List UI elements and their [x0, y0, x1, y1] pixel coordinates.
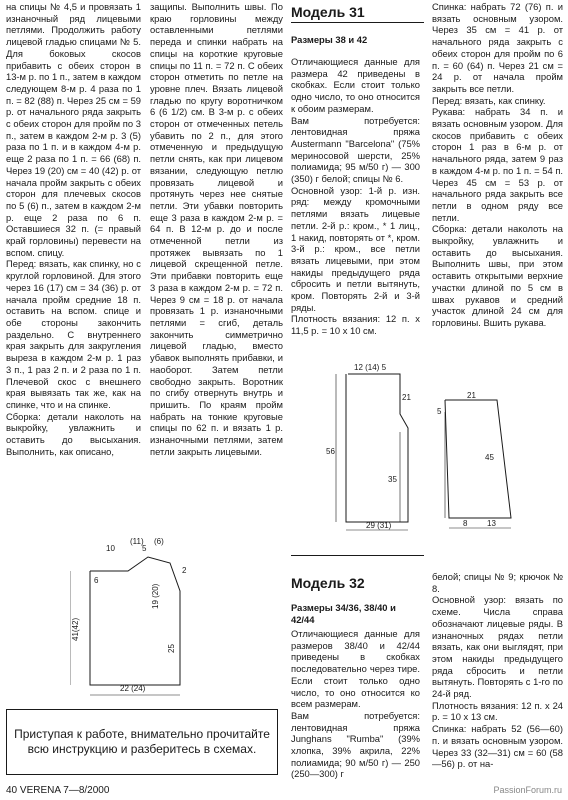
col1-paragraph-3: Сборка: детали наколоть на выкройку, увлажнить и оставить до высыхания. Выполнить, как описано,	[6, 410, 141, 457]
diagram-left-side-b: 41(42)	[71, 617, 80, 641]
instruction-notice-box	[6, 709, 278, 775]
col4b-paragraph-1: белой; спицы № 9; крючок № 8.	[432, 571, 563, 594]
diagram-sleeve-bottom-b: 13	[487, 519, 496, 528]
col4-paragraph-1: Спинка: набрать 72 (76) п. и вязать основным узором. Через 35 см = 41 р. от начального ряда закрыть с обеих сторон для пройм по 6 п. = 60 (64) п. Через 21 см = 24 р. от начала пройм закрыть все петли.	[432, 1, 563, 94]
model-32-paragraph-2: Вам потребуется: лентовидная пряжа Junghans "Rumba" (39% хлопка, 39% акрила, 22% полиамида; 90 м/50 г) — 250 (250—300) г	[291, 709, 420, 780]
text-column-1	[6, 1, 141, 457]
col4-paragraph-4: Сборка: детали наколоть на выкройку, увлажнить и оставить до высыхания. Выполнить швы, при этом оставить открытыми верхние участки длиной по 5 см в швах рукавов и средний участок длиной 24 см для горловины. Вшить рукава.	[432, 223, 563, 328]
diagram-left-side-c: 19 (20)	[151, 583, 160, 609]
diagram-body-side-small: 21	[402, 393, 411, 402]
model-31-sizes: Размеры 38 и 42	[291, 34, 368, 45]
model-31-text	[291, 56, 420, 337]
diagram-left-top-b: (11)	[130, 537, 144, 546]
col1-paragraph-2: Перед: вязать, как спинку, но с круглой горловиной. Для этого через 16 (17) см = 34 (36) р. от начала пройм средние 18 п. оставить на вспом. спице и обе стороны закончить раздельно. С внутреннего края закрыть для закругления выреза в каждом 2-м р. 1 раз 3 п., 1 раз 2 п. и 2 раза по 1 п. Плечевой скос с внешнего края вывязать так же, как на спинке, что и на спинке.	[6, 258, 141, 410]
col2-paragraph-1: защипы. Выполнить швы. По краю горловины между оставленными петлями переда и спинки набрать на спицы на короткие круговые спицы по 11 п. = 72 п. С обеих сторон отметить по петле на уровне плеч. Вязать лицевой гладью по кругу воротничком 6 (6 1/2) см. В 3-м р. с обеих сторон от отмеченных петель убавить по 2 п., для этого отмеченную и предыдущую петли снять, как при лицевом вязании, следующую петлю провязать лицевой и протянуть через нее снятые петли. Эти убавки повторить еще 3 раза в каждом 2-м р. = 64 п. В 12-м р. до и после отмеченной петли из протяжек вывязать по 1 лицевой скрещенной петле. Эти прибавки повторить еще 3 раза в каждом 2-м р. = 72 п. Через 9 см = 18 р. от начала провязать 1 р. изнаночными петлями = сгиб, деталь закончить симметрично лицевой гладью, вместо убавок выполнять прибавки, и наоборот. Затем петли свободно закрыть. Воротник по сгибу отвернуть внутрь и пришить. По краям пройм набрать на тонкие круговые спицы по 62 п. и вязать 1 р. изнаночными петлями, затем петли закрыть лицевыми.	[150, 1, 283, 457]
model-32-text	[291, 628, 420, 780]
text-column-4-bottom	[432, 571, 563, 770]
diagram-left-top-c: (6)	[154, 537, 164, 546]
col1-paragraph-1: на спицы № 4,5 и провязать 1 изнаночный ряд лицевыми петлями. Продолжить работу лицевой гладью спицами № 5. Для боковых скосов прибавить с обеих сторон в 13-м р. по 1 п., затем в каждом следующем 8-м р. 4 раза по 1 п. = 82 (88) п. Через 25 см = 59 р. от начального ряда закрыть с обеих сторон для пройм по 3 п., затем в каждом 2-м р. 3 (5) раза по 1 п. и в каждом 4-м р. еще 2 раза по 1 п. = 66 (68) п. Через 19 (20) см = 40 (42) р. от начала пройм закрыть с обеих сторон для плечевых скосов по 5 (6) п., затем в каждом 2-м р. еще 2 раза по 6 п. Оставшиеся 32 п. (= правый край горловины) перевести на вспом. спицу.	[6, 1, 141, 258]
diagram-body-side-tall: 56	[326, 447, 335, 456]
model-31-title: Модель 31	[291, 4, 365, 20]
diagram-left-small: 2	[182, 566, 187, 575]
model-31-paragraph-1: Отличающиеся данные для размера 42 приведены в скобках. Если стоит только одно число, то оно относится к обоим размерам.	[291, 56, 420, 114]
diagram-sleeve-inner: 5	[437, 407, 442, 416]
diagram-sleeve-bottom-a: 8	[463, 519, 468, 528]
col4-paragraph-3: Рукава: набрать 34 п. и вязать основным узором. Для скосов прибавить с обеих сторон 1 раз в 6-м р. от начального ряда, затем 9 раз в каждом 4-м р. по 1 п. = 54 п. Через 45 см = 53 р. от начального ряда закрыть все петли в одном ряду все петли.	[432, 106, 563, 223]
watermark: PassionForum.ru	[493, 785, 562, 795]
diagram-sleeve-side: 45	[485, 453, 494, 462]
pattern-diagram-sleeve	[425, 390, 515, 535]
diagram-left-side-d: 25	[167, 644, 176, 653]
model-31-rule	[291, 22, 424, 23]
diagram-body-bottom: 29 (31)	[366, 521, 392, 530]
diagram-left-bottom: 22 (24)	[120, 684, 146, 693]
model-31-paragraph-3: Основной узор: 1-й р. изн. ряд: между кромочными петлями вязать лицевые петли. 2-й р.: кром., * 1 лиц., 1 накид, повторять от *, кром. 3-й р.: кром., все петли вязать лицевыми, при этом накиды предыдущего ряда сбросить и петли вытянуть, кром. Повторять 2-й и 3-й ряды.	[291, 184, 421, 313]
text-column-2	[150, 1, 283, 457]
text-column-4	[432, 1, 563, 329]
col4b-paragraph-3: Плотность вязания: 12 п. х 24 р. = 10 х 13 см.	[432, 699, 563, 723]
model-31-paragraph-2: Вам потребуется: лентовидная пряжа Austermann "Barcelona" (75% мериносовой шерсти, 25% полиамида; 95 м/50 г) — 300 (350) г белой; спицы № 6.	[291, 114, 420, 185]
diagram-left-top-d: 5	[142, 544, 147, 553]
model-32-rule	[291, 555, 424, 556]
diagram-left-top-a: 10	[106, 544, 115, 553]
pattern-diagram-left	[70, 535, 190, 700]
pattern-diagram-body	[300, 362, 412, 534]
model-31-paragraph-4: Плотность вязания: 12 п. х 11,5 р. = 10 х 10 см.	[291, 313, 420, 337]
diagram-sleeve-top: 21	[467, 391, 476, 400]
model-32-sizes: Размеры 34/36, 38/40 и 42/44	[291, 602, 396, 625]
page-footer: 40 VERENA 7—8/2000	[6, 785, 110, 796]
diagram-body-side-right: 35	[388, 475, 397, 484]
notice-text: Приступая к работе, внимательно прочитайте всю инструкцию и разберитесь в схемах.	[14, 727, 270, 756]
col4-paragraph-2: Перед: вязать, как спинку.	[432, 94, 546, 106]
model-32-paragraph-1: Отличающиеся данные для размеров 38/40 и 42/44 приведены в скобках последовательно через тире. Если стоит только одно число, то оно относится ко всем размерам.	[291, 628, 420, 710]
diagram-left-side-a: 6	[94, 576, 99, 585]
col4b-paragraph-2: Основной узор: вязать по схеме. Числа справа обозначают лицевые ряды. В изнаночных рядах петли вязать, как они выглядят, при этом накиды предыдущего ряда сбросить и петли вытянуть. Повторять с 1-го по 24-й ряд.	[432, 594, 563, 700]
col4b-paragraph-4: Спинка: набрать 52 (56—60) п. и вязать основным узором. Через 33 (32—31) см = 60 (58—56) р. от на-	[432, 723, 563, 770]
model-32-title: Модель 32	[291, 575, 365, 591]
diagram-body-top: 12 (14) 5	[354, 363, 387, 372]
